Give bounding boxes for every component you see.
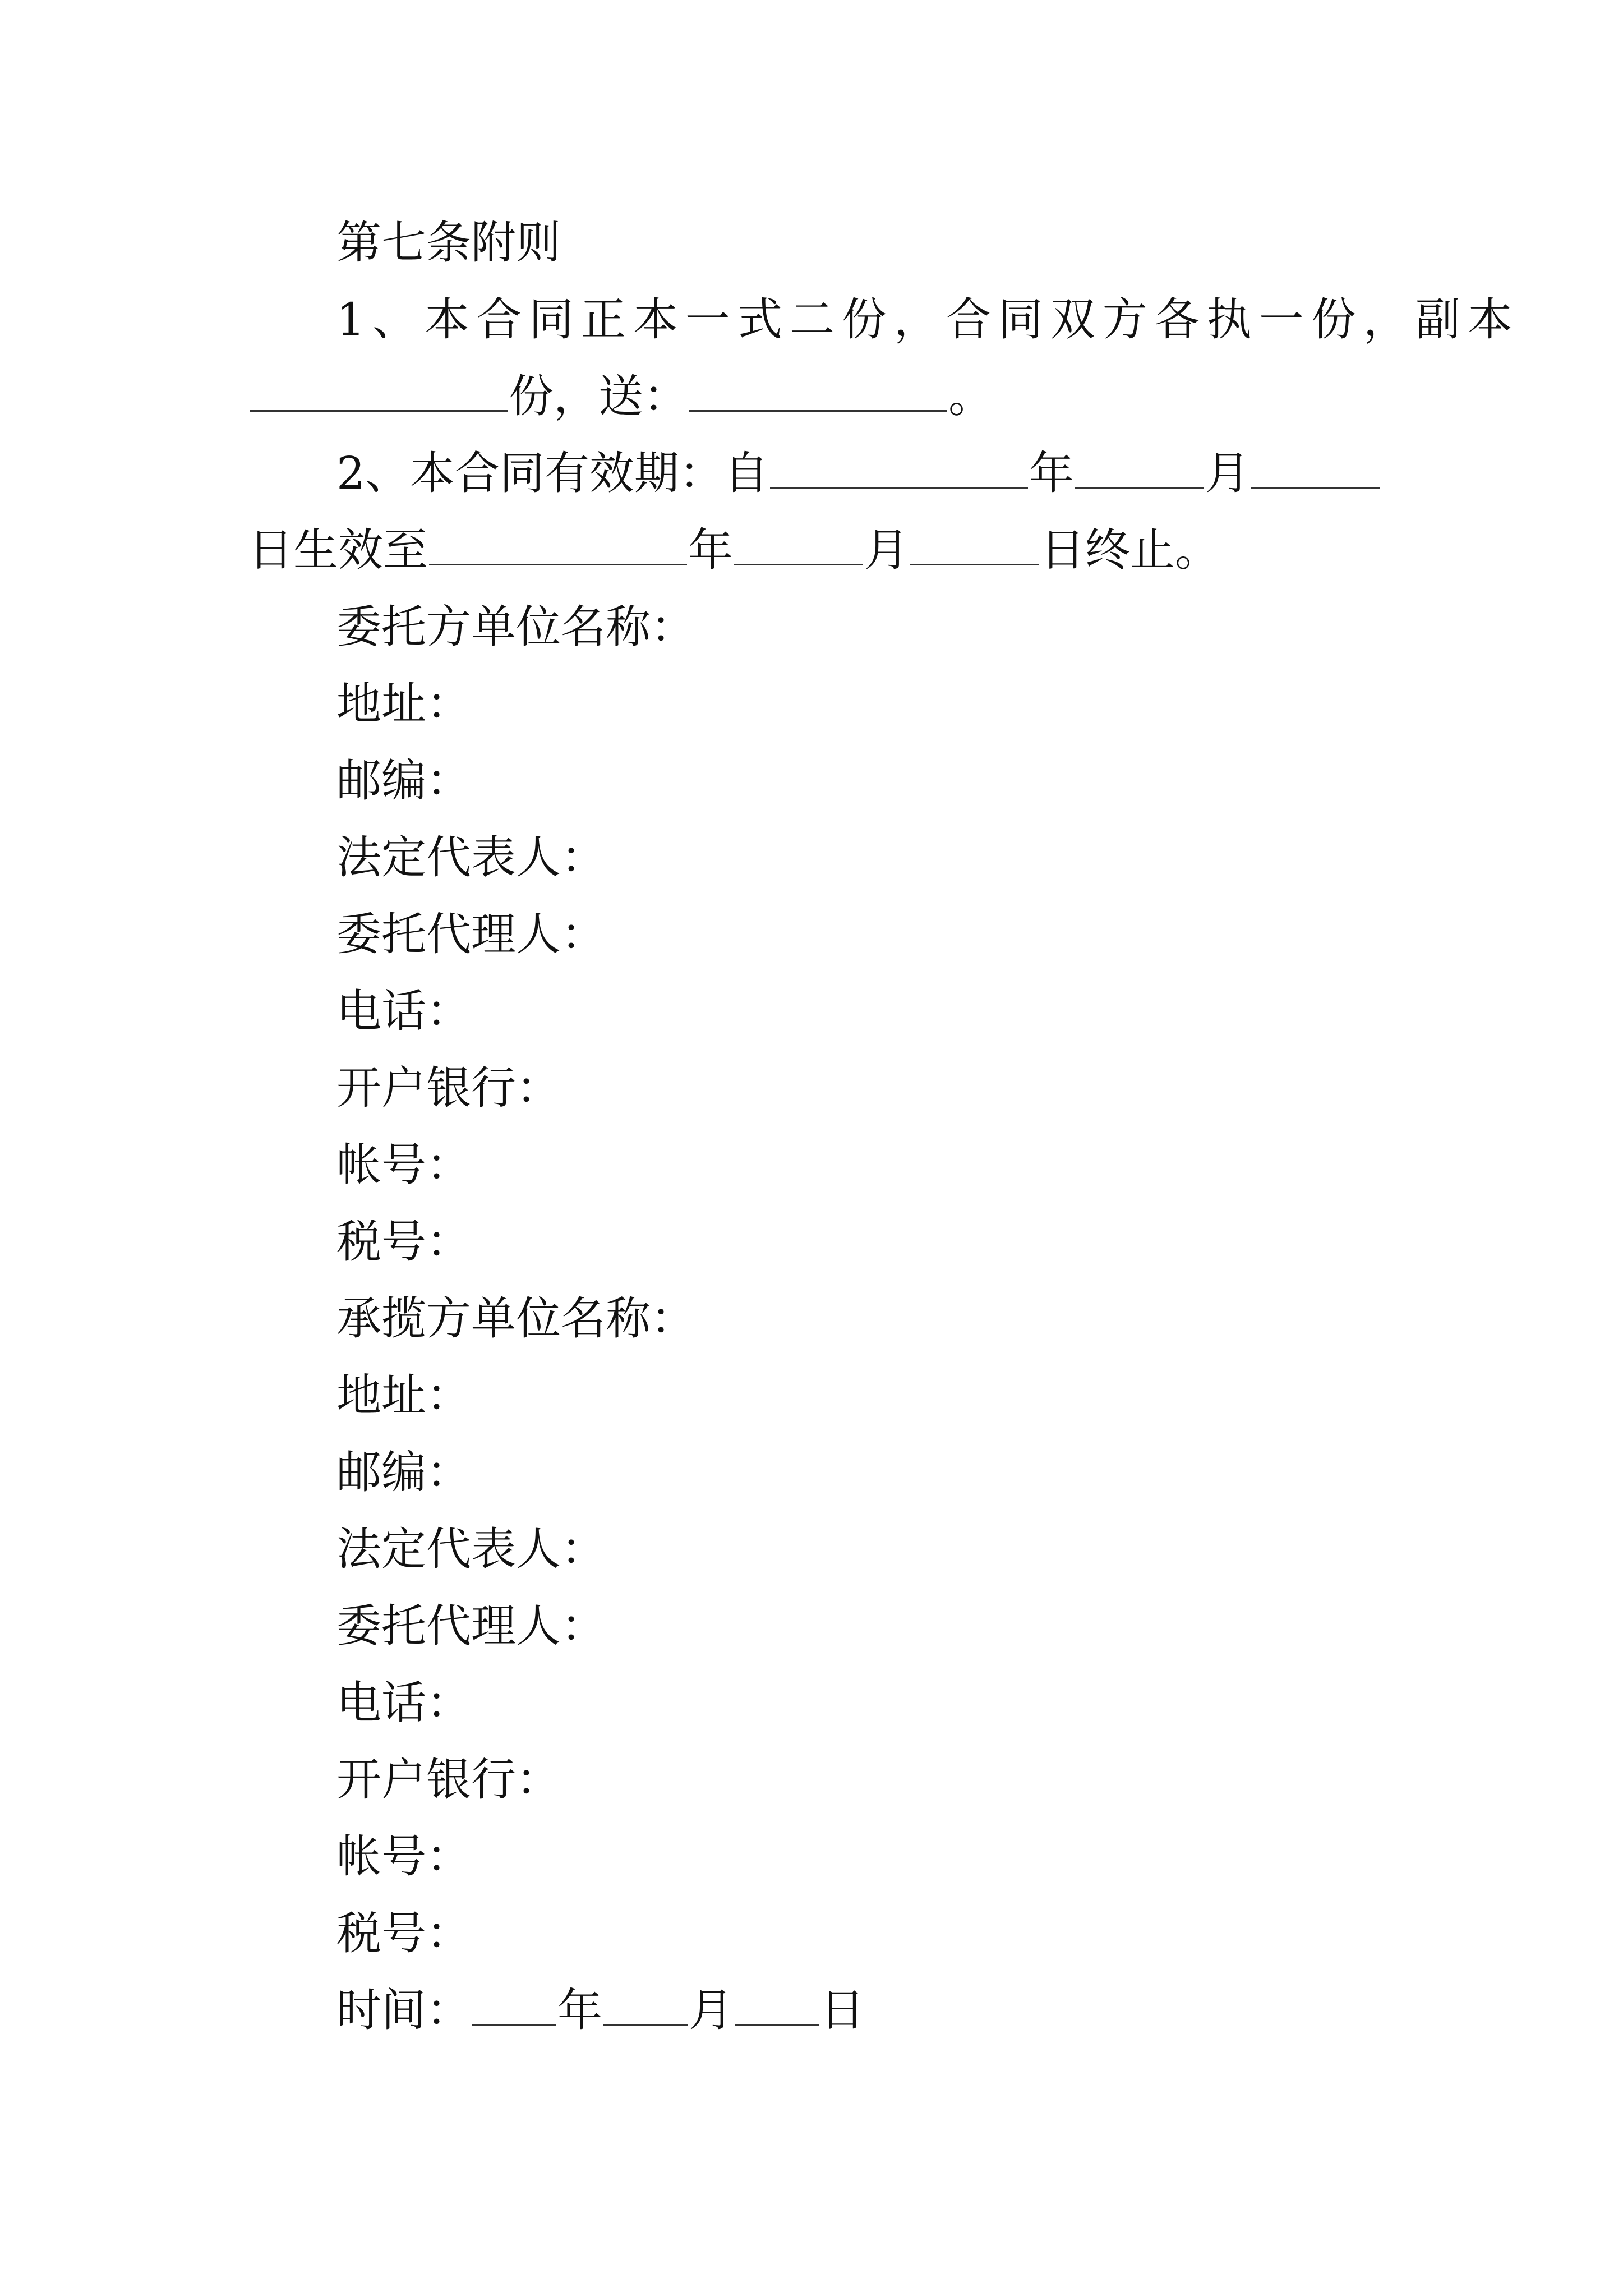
client-phone-label: 电话： xyxy=(336,985,471,1037)
contractor-tax-no-label: 税号： xyxy=(336,1907,471,1959)
client-tax-no-label: 税号： xyxy=(336,1216,471,1268)
start-day-blank[interactable] xyxy=(1251,448,1380,489)
date-line xyxy=(336,1982,865,2039)
start-year-blank[interactable] xyxy=(770,448,1028,489)
contractor-postcode-label: 邮编： xyxy=(336,1446,471,1498)
copies-count-blank[interactable] xyxy=(250,371,508,412)
clause-1-copies-text: 份，送： xyxy=(509,370,688,422)
date-year-label: 年 xyxy=(557,1984,602,2036)
end-year-blank[interactable] xyxy=(429,524,687,565)
client-legal-rep-label: 法定代表人： xyxy=(336,831,606,884)
contractor-address-label: 地址： xyxy=(336,1369,471,1421)
date-year-blank[interactable] xyxy=(472,1985,556,2026)
clause-2-effective-text: 日生效至 xyxy=(248,524,428,576)
contractor-legal-rep-label: 法定代表人： xyxy=(336,1523,606,1575)
contractor-agent-label: 委托代理人： xyxy=(336,1600,606,1652)
recipient-blank[interactable] xyxy=(689,371,947,412)
date-day-label: 日 xyxy=(820,1984,865,2036)
clause-1-text: 1、本合同正本一式二份，合同双方各执一份，副本 xyxy=(336,293,1520,346)
date-month-blank[interactable] xyxy=(603,1985,688,2026)
clause-2-end: 日终止。 xyxy=(1040,524,1220,576)
clause-1-line-1 xyxy=(336,292,1520,348)
clause-1-end: 。 xyxy=(948,370,993,422)
contractor-account-label: 帐号： xyxy=(336,1830,471,1883)
clause-1-line-2 xyxy=(248,369,993,425)
start-year-label: 年 xyxy=(1029,447,1074,499)
end-year-label: 年 xyxy=(688,524,733,576)
end-day-blank[interactable] xyxy=(910,524,1039,565)
end-month-label: 月 xyxy=(864,524,909,576)
client-agent-label: 委托代理人： xyxy=(336,908,606,960)
date-day-blank[interactable] xyxy=(735,1985,819,2026)
client-account-label: 帐号： xyxy=(336,1139,471,1191)
clause-2-line-1 xyxy=(336,445,1381,501)
clause-2-line-2 xyxy=(248,522,1220,578)
date-month-label: 月 xyxy=(689,1984,734,2036)
contractor-phone-label: 电话： xyxy=(336,1677,471,1729)
section-title: 第七条附则 xyxy=(336,217,561,269)
client-unit-name-label: 委托方单位名称： xyxy=(336,601,695,653)
start-month-label: 月 xyxy=(1205,447,1250,499)
clause-2-text: 2、本合同有效期：自 xyxy=(336,447,769,499)
client-address-label: 地址： xyxy=(336,678,471,730)
end-month-blank[interactable] xyxy=(734,524,863,565)
contractor-bank-label: 开户银行： xyxy=(336,1754,561,1806)
client-bank-label: 开户银行： xyxy=(336,1062,561,1114)
date-label: 时间： xyxy=(336,1984,471,2036)
start-month-blank[interactable] xyxy=(1075,448,1204,489)
client-postcode-label: 邮编： xyxy=(336,754,471,807)
contractor-unit-name-label: 承揽方单位名称： xyxy=(336,1292,695,1345)
